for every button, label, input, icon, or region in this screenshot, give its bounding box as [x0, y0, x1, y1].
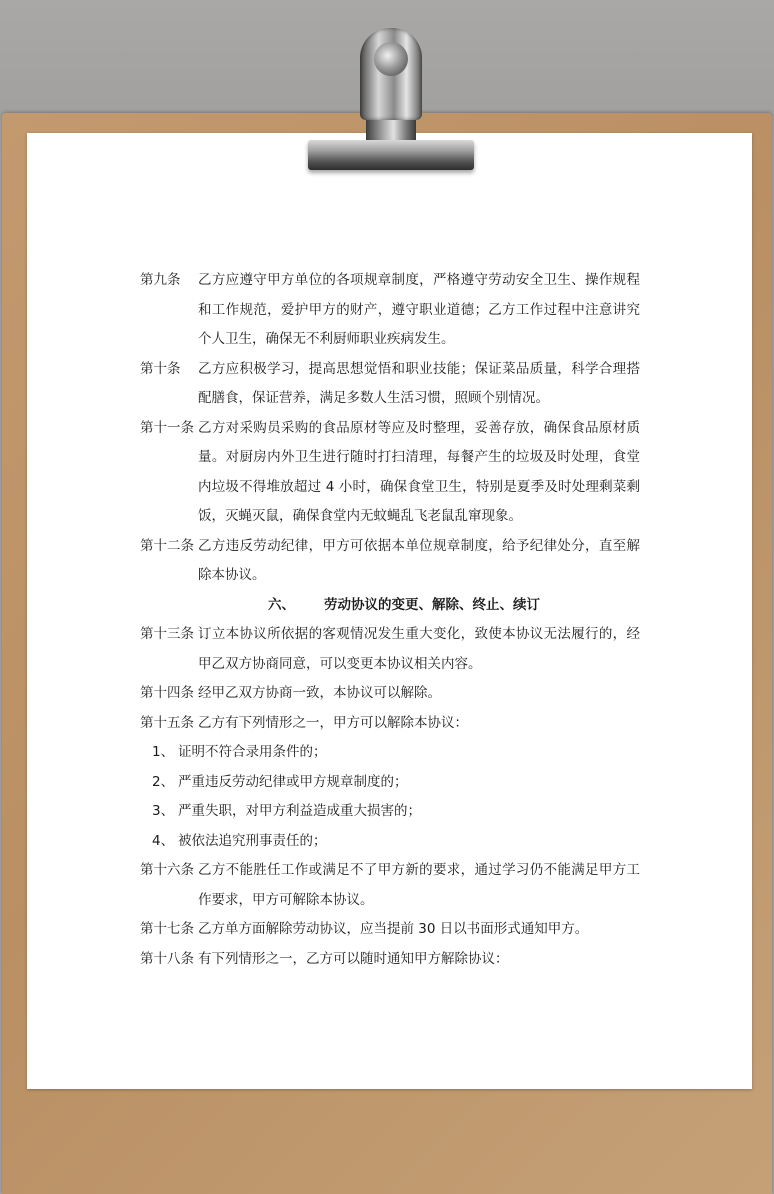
- article-10: [140, 355, 640, 414]
- list-item: [140, 827, 640, 857]
- section-title: 劳动协议的变更、解除、终止、续订: [324, 596, 540, 613]
- article-number: 第十六条: [140, 862, 194, 878]
- article-11: [140, 414, 640, 532]
- article-number: 第十五条: [140, 714, 194, 731]
- item-number: 1、: [152, 744, 175, 760]
- item-number: 3、: [152, 803, 175, 819]
- list-item: [140, 797, 640, 827]
- clip-ring-hole: [374, 42, 408, 76]
- article-13: [140, 620, 640, 679]
- article-15: [140, 709, 640, 739]
- list-item: [140, 768, 640, 798]
- clip-ring: [360, 28, 422, 120]
- article-number: 第九条: [140, 272, 181, 288]
- article-number: 第十一条: [140, 419, 194, 436]
- list-item: [140, 738, 640, 768]
- article-9: [140, 266, 640, 355]
- item-text: 严重违反劳动纪律或甲方规章制度的；: [178, 773, 408, 790]
- clip-bar: [308, 140, 474, 170]
- item-text: 证明不符合录用条件的；: [178, 744, 327, 760]
- article-14: [140, 679, 640, 709]
- article-12: [140, 532, 640, 591]
- item-text: 严重失职，对甲方利益造成重大损害的；: [178, 803, 421, 819]
- article-18: [140, 945, 640, 975]
- article-16: [140, 856, 640, 915]
- article-number: 第十三条: [140, 626, 194, 642]
- article-text: 乙方单方面解除劳动协议，应当提前 30 日以书面形式通知甲方。: [198, 921, 589, 937]
- section-heading: [140, 591, 640, 621]
- article-text: 订立本协议所依据的客观情况发生重大变化，致使本协议无法履行的，经甲乙双方协商同意，可以变更本协议相关内容。: [198, 626, 640, 672]
- item-text: 被依法追究刑事责任的；: [178, 832, 327, 849]
- article-number: 第十四条: [140, 685, 194, 701]
- section-number: 六、: [268, 596, 295, 613]
- document-body: [140, 266, 640, 974]
- article-text: 有下列情形之一，乙方可以随时通知甲方解除协议：: [198, 950, 509, 967]
- article-17: [140, 915, 640, 945]
- item-number: 4、: [152, 832, 175, 849]
- article-number: 第十二条: [140, 537, 194, 554]
- article-text: 乙方对采购员采购的食品原材等应及时整理，妥善存放，确保食品原材质量。对厨房内外卫生进行随时打扫清理，每餐产生的垃圾及时处理，食堂内垃圾不得堆放超过 4 小时，确保食堂卫生，特别是夏季及时处理剩菜剩饭，灭蝇灭鼠，确保食堂内无蚊蝇乱飞老鼠乱窜现象。: [198, 419, 640, 524]
- article-text: 乙方不能胜任工作或满足不了甲方新的要求，通过学习仍不能满足甲方工作要求，甲方可解除本协议。: [198, 862, 640, 908]
- item-number: 2、: [152, 773, 175, 790]
- article-number: 第十八条: [140, 950, 194, 967]
- article-text: 乙方有下列情形之一，甲方可以解除本协议：: [198, 714, 468, 731]
- article-text: 经甲乙双方协商一致，本协议可以解除。: [198, 685, 441, 701]
- article-text: 乙方违反劳动纪律，甲方可依据本单位规章制度，给予纪律处分，直至解除本协议。: [198, 537, 640, 583]
- binder-clip: [300, 28, 480, 178]
- article-text: 乙方应积极学习，提高思想觉悟和职业技能；保证菜品质量，科学合理搭配膳食，保证营养，满足多数人生活习惯，照顾个别情况。: [198, 360, 640, 406]
- article-number: 第十条: [140, 360, 181, 377]
- article-text: 乙方应遵守甲方单位的各项规章制度，严格遵守劳动安全卫生、操作规程和工作规范，爱护甲方的财产，遵守职业道德；乙方工作过程中注意讲究个人卫生，确保无不利厨师职业疾病发生。: [198, 272, 640, 347]
- article-number: 第十七条: [140, 921, 194, 937]
